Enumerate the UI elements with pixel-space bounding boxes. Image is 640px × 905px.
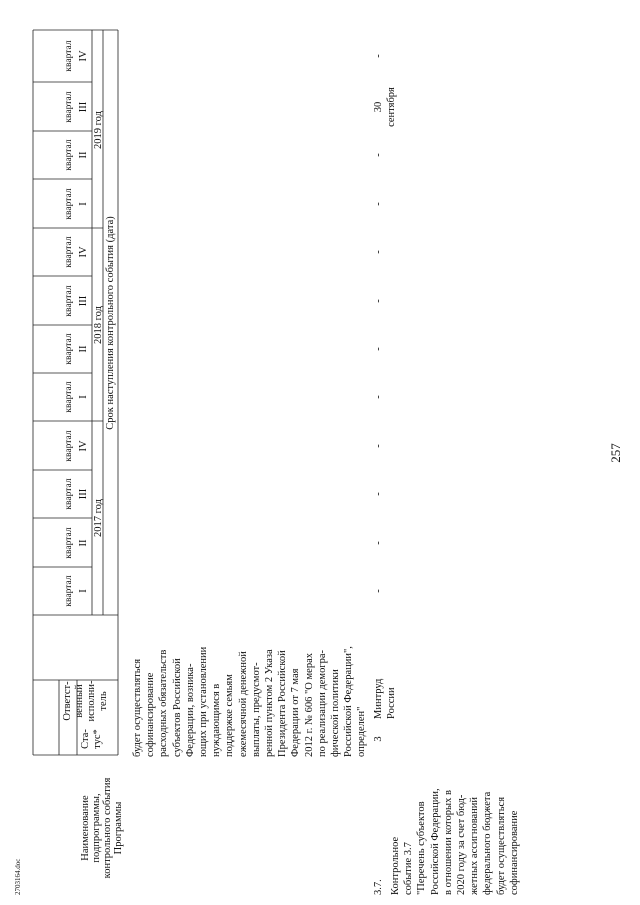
cell-2017-q4: - bbox=[373, 444, 384, 448]
header-col-status-2: тус* bbox=[92, 729, 103, 749]
row-status: 3 bbox=[373, 736, 384, 742]
quarter-word: квартал bbox=[64, 91, 74, 123]
quarter-word: квартал bbox=[64, 139, 74, 171]
cell-2019-q3-line2: сентября bbox=[386, 87, 397, 127]
quarter-2018-2: II bbox=[78, 345, 89, 353]
quarter-2019-1: I bbox=[78, 202, 89, 206]
header-year-2018: 2018 год bbox=[93, 306, 104, 344]
cell-2018-q1: - bbox=[373, 395, 384, 399]
quarter-word: квартал bbox=[64, 236, 74, 268]
cell-2019-q2: - bbox=[373, 153, 384, 157]
quarter-2018-4: IV bbox=[78, 246, 89, 258]
table-row-text: будет осуществляться софинансирование расходных обязательств субъектов Российской Федерации, возника- ющих при установлении нуждающимся в поддержке семьям ежемесячной денежной выплаты, предусмот- ренной пунктом 2 Указа Президента Российской Федерации от 7 мая 2012 г. № 606 "О мерах по реализации демогра- фической политики Российской Федерации", определен" bbox=[132, 646, 368, 757]
quarter-2017-3: III bbox=[78, 488, 89, 500]
quarter-word: квартал bbox=[64, 188, 74, 220]
page-number: 257 bbox=[608, 443, 623, 463]
cell-2019-q3-line1: 30 bbox=[373, 101, 384, 113]
quarter-2019-2: II bbox=[78, 151, 89, 159]
quarter-2017-2: II bbox=[78, 539, 89, 547]
cell-2018-q2: - bbox=[373, 347, 384, 351]
header-col-resp-3: исполни- bbox=[86, 680, 97, 722]
header-col-resp-2: венный bbox=[74, 684, 85, 718]
quarter-word: квартал bbox=[64, 478, 74, 510]
cell-2017-q1: - bbox=[373, 589, 384, 593]
quarter-word: квартал bbox=[64, 575, 74, 607]
header-col-resp-4: тель bbox=[98, 691, 109, 711]
cell-2019-q4: - bbox=[373, 54, 384, 58]
cell-2018-q3: - bbox=[373, 299, 384, 303]
quarter-2017-4: IV bbox=[78, 440, 89, 452]
header-col-name-1: Наименование bbox=[80, 795, 91, 861]
quarter-word: квартал bbox=[64, 333, 74, 365]
quarter-2018-3: III bbox=[78, 295, 89, 307]
header-year-2017: 2017 год bbox=[93, 499, 104, 537]
row-responsible-2: России bbox=[386, 687, 397, 719]
row-number: 3.7. bbox=[373, 879, 384, 895]
header-year-2019: 2019 год bbox=[93, 111, 104, 149]
cell-2017-q2: - bbox=[373, 541, 384, 545]
header-col-resp-1: Ответст- bbox=[62, 681, 73, 721]
cell-2018-q4: - bbox=[373, 250, 384, 254]
cell-2019-q1: - bbox=[373, 202, 384, 206]
quarter-word: квартал bbox=[64, 430, 74, 462]
quarter-2019-3: III bbox=[78, 101, 89, 113]
quarter-2019-4: IV bbox=[78, 50, 89, 62]
quarter-word: квартал bbox=[64, 381, 74, 413]
quarter-2017-1: I bbox=[78, 589, 89, 593]
footer-filename: 2703164.doc bbox=[14, 858, 22, 895]
quarter-word: квартал bbox=[64, 285, 74, 317]
quarter-word: квартал bbox=[64, 40, 74, 72]
header-col-name-4: Программы bbox=[113, 801, 124, 855]
header-deadline: Срок наступления контрольного события (дата) bbox=[105, 216, 116, 430]
cell-2017-q3: - bbox=[373, 492, 384, 496]
row-responsible-1: Минтруд bbox=[373, 678, 384, 719]
quarter-2018-1: I bbox=[78, 395, 89, 399]
quarter-word: квартал bbox=[64, 527, 74, 559]
header-col-name-3: контрольного события bbox=[102, 777, 113, 879]
header-col-status-1: Ста- bbox=[80, 729, 91, 749]
header-col-name-2: подпрограммы, bbox=[91, 793, 102, 863]
table-row-text: Контрольное событие 3.7 "Перечень субъектов Российской Федерации, в отношении которых в 2020 году за счет бюд- жетных ассигнований федерального бюджета будет осуществляться софинансирование bbox=[390, 788, 520, 895]
